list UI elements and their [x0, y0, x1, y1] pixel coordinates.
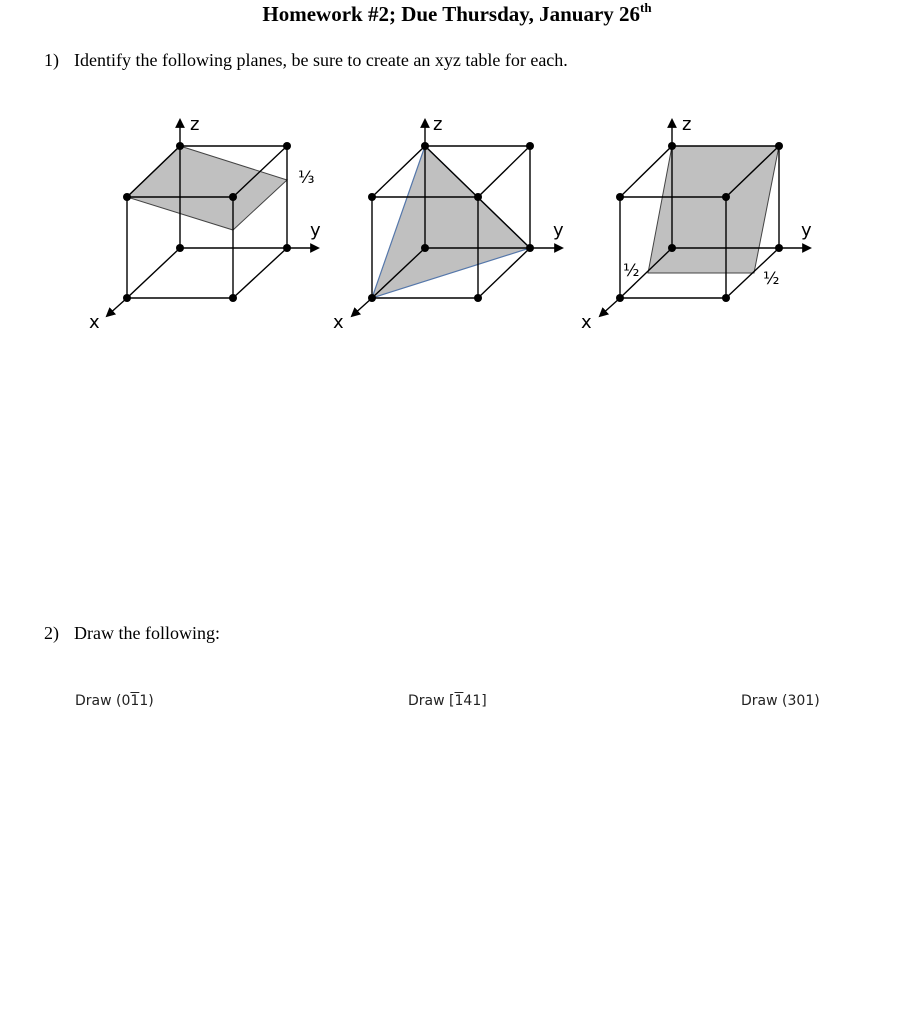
- question-1-text: Identify the following planes, be sure to create an xyz table for each.: [74, 50, 568, 70]
- x-label-fig1: x: [89, 312, 100, 333]
- question-1-number: 1): [44, 50, 59, 70]
- x-axis-arrow: [600, 298, 620, 316]
- draw-item-1-index-b: 1: [130, 693, 140, 709]
- intercept-label-fig1: ⅓: [298, 168, 315, 188]
- draw-item-1-index-a: 0: [121, 693, 131, 709]
- z-label-fig2: z: [433, 114, 443, 135]
- question-2-text: Draw the following:: [74, 623, 220, 643]
- title-text: Homework #2; Due Thursday, January 26: [262, 2, 641, 26]
- draw-item-3-prefix: Draw (: [741, 693, 788, 709]
- z-label-fig3: z: [682, 114, 692, 135]
- x-label-fig3: x: [581, 312, 592, 333]
- z-label-fig1: z: [190, 114, 200, 135]
- draw-item-2-index-a: 1: [454, 693, 464, 709]
- x-axis-arrow: [107, 298, 127, 316]
- draw-item-3-index-c: 1: [805, 693, 815, 709]
- x-axis-arrow: [352, 298, 372, 316]
- draw-item-3-suffix: ): [814, 693, 820, 709]
- intercept-label-fig3-left: ½: [623, 261, 640, 281]
- y-label-fig3: y: [801, 220, 812, 241]
- intercept-label-fig3-right: ½: [763, 269, 780, 289]
- cube-figure-1: [107, 120, 318, 316]
- draw-item-3-index-a: 3: [787, 693, 797, 709]
- x-label-fig2: x: [333, 312, 344, 333]
- cube-figure-2: [352, 120, 562, 316]
- cube-figures: [0, 0, 914, 360]
- y-label-fig2: y: [553, 220, 564, 241]
- draw-item-1-suffix: ): [148, 693, 154, 709]
- question-2-number: 2): [44, 623, 59, 643]
- plane-fig1: [127, 146, 287, 230]
- question-2: [44, 623, 220, 644]
- draw-item-3: [741, 693, 820, 709]
- draw-item-1-index-c: 1: [139, 693, 149, 709]
- title-superscript: th: [640, 0, 652, 15]
- draw-item-2: [408, 693, 487, 709]
- draw-item-3-index-b: 0: [796, 693, 806, 709]
- draw-item-1: [75, 693, 154, 709]
- draw-item-1-prefix: Draw (: [75, 693, 122, 709]
- draw-item-2-prefix: Draw [: [408, 693, 455, 709]
- draw-item-2-index-c: 1: [472, 693, 482, 709]
- draw-item-2-index-b: 4: [463, 693, 473, 709]
- y-label-fig1: y: [310, 220, 321, 241]
- draw-item-2-suffix: ]: [481, 693, 487, 709]
